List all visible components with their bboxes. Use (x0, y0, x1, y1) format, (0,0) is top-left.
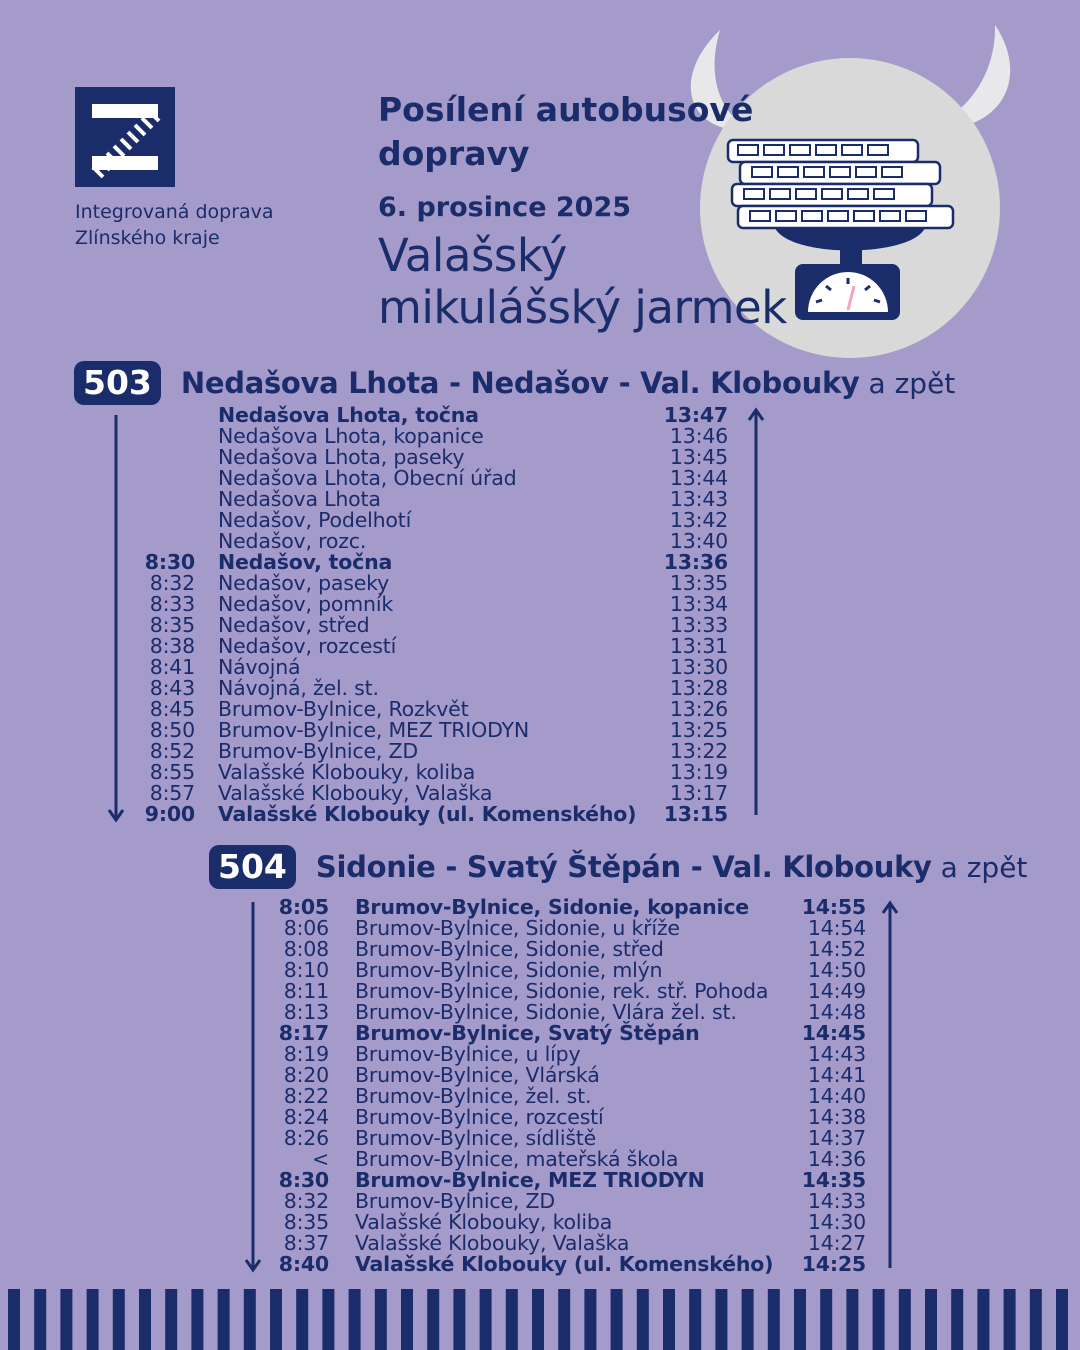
stop-name: Brumov-Bylnice, Sidonie, kopanice (355, 895, 750, 919)
departure-time: 8:57 (149, 781, 195, 805)
departure-time: 8:19 (283, 1042, 329, 1066)
return-time: 13:17 (669, 781, 728, 805)
departure-time: 8:45 (149, 697, 195, 721)
departure-time: 8:50 (149, 718, 195, 742)
departure-time: 8:32 (283, 1189, 329, 1213)
stripe (637, 1289, 649, 1350)
stop-name: Nedašov, rozc. (218, 529, 367, 553)
bottom-stripes (0, 1289, 1080, 1350)
stripe (296, 1289, 308, 1350)
stripe (113, 1289, 125, 1350)
stop-name: Návojná (218, 655, 301, 679)
stripe (715, 1289, 727, 1350)
stripe (742, 1289, 754, 1350)
stripe (768, 1289, 780, 1350)
stop-name: Valašské Klobouky, Valaška (218, 781, 493, 805)
stripe (480, 1289, 492, 1350)
return-time: 14:37 (807, 1126, 866, 1150)
departure-time: 8:37 (283, 1231, 329, 1255)
stripe (401, 1289, 413, 1350)
route-title: Nedašova Lhota - Nedašov - Val. Klobouky (180, 366, 860, 400)
headline-line-1: Posílení autobusové (378, 90, 754, 129)
departure-time: 8:20 (283, 1063, 329, 1087)
return-time: 13:44 (669, 466, 728, 490)
stop-name: Brumov-Bylnice, ZD (218, 739, 418, 763)
route-suffix: a zpět (940, 850, 1028, 884)
org-line-1: Integrovaná doprava (75, 201, 274, 223)
stripe (270, 1289, 282, 1350)
stripe (87, 1289, 99, 1350)
return-time: 13:43 (669, 487, 728, 511)
departure-time: 8:10 (283, 958, 329, 982)
departure-time: < (312, 1147, 329, 1171)
stripe (1056, 1289, 1068, 1350)
stripe (689, 1289, 701, 1350)
stripe (1030, 1289, 1042, 1350)
stripe (558, 1289, 570, 1350)
stop-name: Nedašova Lhota (218, 487, 381, 511)
return-time: 13:42 (669, 508, 728, 532)
return-time: 13:46 (669, 424, 728, 448)
return-time: 14:52 (807, 937, 866, 961)
return-time: 14:48 (807, 1000, 866, 1024)
stripe (60, 1289, 72, 1350)
stripe (375, 1289, 387, 1350)
route-suffix: a zpět (868, 366, 956, 400)
stripe (427, 1289, 439, 1350)
stop-name: Brumov-Bylnice, Vlárská (355, 1063, 600, 1087)
return-time: 14:38 (807, 1105, 866, 1129)
stripe (191, 1289, 203, 1350)
departure-time: 9:00 (144, 802, 195, 826)
return-time: 14:30 (807, 1210, 866, 1234)
departure-time: 8:41 (149, 655, 195, 679)
return-time: 13:31 (669, 634, 728, 658)
departure-time: 8:35 (149, 613, 195, 637)
stop-name: Nedašov, pomník (218, 592, 393, 616)
stop-name: Nedašov, rozcestí (218, 634, 397, 658)
return-time: 13:19 (669, 760, 728, 784)
departure-time: 8:38 (149, 634, 195, 658)
stripe (139, 1289, 151, 1350)
stop-name: Brumov-Bylnice, žel. st. (355, 1084, 592, 1108)
stripe (663, 1289, 675, 1350)
return-time: 13:33 (669, 613, 728, 637)
stop-name: Brumov-Bylnice, MEZ TRIODYN (218, 718, 530, 742)
departure-time: 8:55 (149, 760, 195, 784)
departure-time: 8:40 (278, 1252, 329, 1276)
stop-name: Brumov-Bylnice, ZD (355, 1189, 555, 1213)
event-line-1: Valašský (378, 229, 567, 282)
return-time: 14:43 (807, 1042, 866, 1066)
stripe (899, 1289, 911, 1350)
stop-name: Valašské Klobouky, koliba (218, 760, 476, 784)
stripe (349, 1289, 361, 1350)
return-time: 14:50 (807, 958, 866, 982)
stop-name: Nedašova Lhota, Obecní úřad (218, 466, 517, 490)
return-time: 14:45 (801, 1021, 866, 1045)
return-time: 13:22 (669, 739, 728, 763)
return-time: 14:54 (807, 916, 866, 940)
stripe (322, 1289, 334, 1350)
stop-name: Brumov-Bylnice, Sidonie, u kříže (355, 916, 680, 940)
stripe (846, 1289, 858, 1350)
stop-name: Brumov-Bylnice, Rozkvět (218, 697, 469, 721)
headline-line-2: dopravy (378, 134, 530, 173)
stop-name: Návojná, žel. st. (218, 676, 379, 700)
departure-time: 8:11 (283, 979, 329, 1003)
stripe (8, 1289, 20, 1350)
return-time: 13:28 (669, 676, 728, 700)
stripe (244, 1289, 256, 1350)
departure-time: 8:32 (149, 571, 195, 595)
return-time: 14:49 (807, 979, 866, 1003)
return-time: 14:36 (807, 1147, 866, 1171)
stripe (977, 1289, 989, 1350)
departure-time: 8:33 (149, 592, 195, 616)
stop-name: Valašské Klobouky, Valaška (355, 1231, 630, 1255)
stripe (584, 1289, 596, 1350)
stop-name: Nedašov, paseky (218, 571, 390, 595)
return-time: 14:55 (801, 895, 866, 919)
departure-time: 8:26 (283, 1126, 329, 1150)
stripe (165, 1289, 177, 1350)
return-time: 13:45 (669, 445, 728, 469)
return-time: 14:35 (801, 1168, 866, 1192)
return-time: 13:40 (669, 529, 728, 553)
stop-name: Brumov-Bylnice, Sidonie, střed (355, 937, 664, 961)
return-time: 14:25 (801, 1252, 866, 1276)
departure-time: 8:24 (283, 1105, 329, 1129)
stop-name: Brumov-Bylnice, MEZ TRIODYN (355, 1168, 705, 1192)
stop-name: Brumov-Bylnice, Sidonie, mlýn (355, 958, 663, 982)
stripe (820, 1289, 832, 1350)
stop-name: Brumov-Bylnice, Svatý Štěpán (355, 1021, 700, 1045)
stop-name: Brumov-Bylnice, Sidonie, rek. stř. Pohoda (355, 979, 769, 1003)
event-date: 6. prosince 2025 (378, 192, 632, 223)
departure-time: 8:30 (144, 550, 195, 574)
return-time: 13:26 (669, 697, 728, 721)
stripe (925, 1289, 937, 1350)
return-time: 14:33 (807, 1189, 866, 1213)
return-time: 13:34 (669, 592, 728, 616)
stripe (794, 1289, 806, 1350)
return-time: 13:15 (663, 802, 728, 826)
stop-name: Brumov-Bylnice, u lípy (355, 1042, 581, 1066)
stop-name: Nedašov, točna (218, 550, 393, 574)
return-time: 14:40 (807, 1084, 866, 1108)
stop-name: Valašské Klobouky, koliba (355, 1210, 613, 1234)
departure-time: 8:35 (283, 1210, 329, 1234)
event-line-2: mikulášský jarmek (378, 281, 787, 334)
org-line-2: Zlínského kraje (75, 227, 220, 249)
route-number-badge: 504 (209, 845, 296, 889)
route-number-badge: 503 (74, 361, 161, 405)
stop-name: Nedašov, střed (218, 613, 370, 637)
stripe (611, 1289, 623, 1350)
departure-time: 8:22 (283, 1084, 329, 1108)
stop-name: Valašské Klobouky (ul. Komenského) (355, 1252, 774, 1276)
return-time: 14:27 (807, 1231, 866, 1255)
departure-time: 8:13 (283, 1000, 329, 1024)
departure-time: 8:30 (278, 1168, 329, 1192)
stripe (506, 1289, 518, 1350)
departure-time: 8:08 (283, 937, 329, 961)
stop-name: Brumov-Bylnice, rozcestí (355, 1105, 604, 1129)
stop-name: Nedašova Lhota, kopanice (218, 424, 484, 448)
departure-time: 8:17 (278, 1021, 329, 1045)
route-title: Sidonie - Svatý Štěpán - Val. Klobouky (315, 850, 932, 884)
return-time: 13:36 (663, 550, 728, 574)
stripe (218, 1289, 230, 1350)
return-time: 13:47 (663, 403, 728, 427)
return-time: 13:35 (669, 571, 728, 595)
stop-name: Brumov-Bylnice, sídliště (355, 1126, 597, 1150)
return-time: 14:41 (807, 1063, 866, 1087)
departure-time: 8:06 (283, 916, 329, 940)
stop-name: Valašské Klobouky (ul. Komenského) (218, 802, 637, 826)
stripe (873, 1289, 885, 1350)
stripe (532, 1289, 544, 1350)
return-time: 13:30 (669, 655, 728, 679)
departure-time: 8:05 (278, 895, 329, 919)
stripe (1004, 1289, 1016, 1350)
stop-name: Brumov-Bylnice, Sidonie, Vlára žel. st. (355, 1000, 737, 1024)
departure-time: 8:43 (149, 676, 195, 700)
stop-name: Nedašov, Podelhotí (218, 508, 412, 532)
departure-time: 8:52 (149, 739, 195, 763)
stripe (453, 1289, 465, 1350)
stop-name: Nedašova Lhota, točna (218, 403, 479, 427)
stripe (951, 1289, 963, 1350)
stripe (34, 1289, 46, 1350)
stop-name: Nedašova Lhota, paseky (218, 445, 465, 469)
return-time: 13:25 (669, 718, 728, 742)
stop-name: Brumov-Bylnice, mateřská škola (355, 1147, 679, 1171)
